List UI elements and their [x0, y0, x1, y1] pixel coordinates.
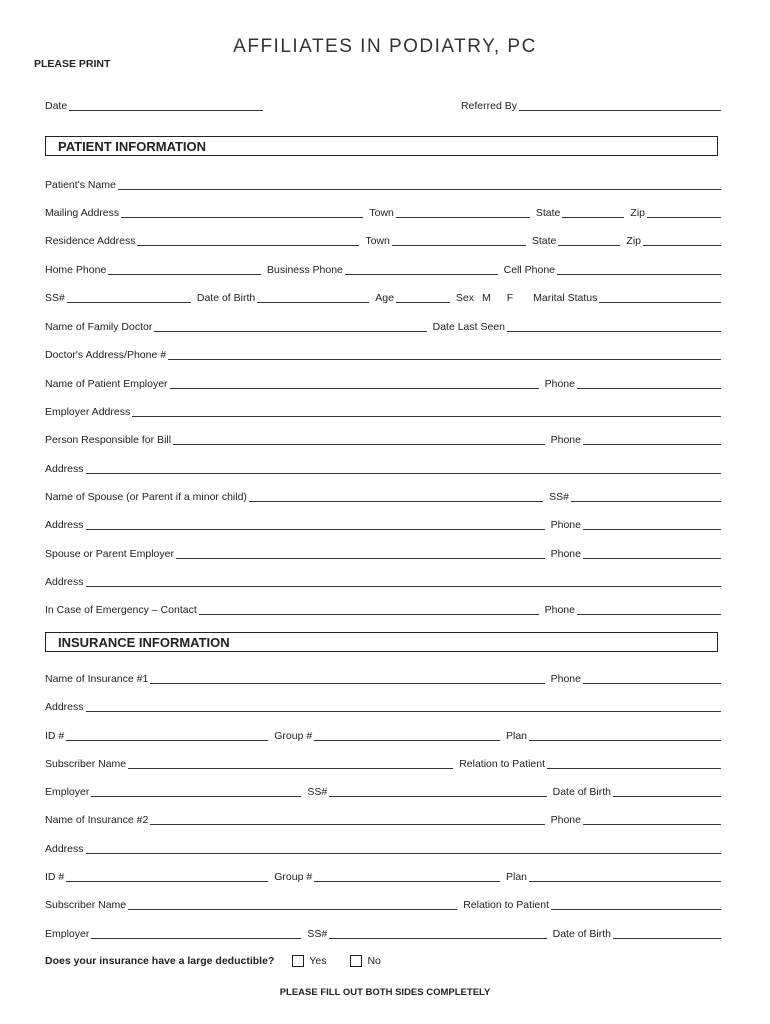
- insurance2-plan-field[interactable]: [529, 869, 721, 882]
- mailing-state-field[interactable]: [562, 205, 624, 218]
- spouse-employer-phone-field[interactable]: [583, 546, 721, 559]
- mailing-state-label: State: [535, 207, 561, 219]
- spouse-employer-field[interactable]: [176, 546, 545, 559]
- insurance1-dob-label: Date of Birth: [552, 786, 611, 798]
- insurance2-group-field[interactable]: [314, 869, 500, 882]
- deductible-yes-label: Yes: [309, 955, 327, 967]
- insurance1-name-field[interactable]: [150, 671, 544, 684]
- responsible-label: Person Responsible for Bill: [45, 434, 172, 446]
- insurance1-dob-field[interactable]: [613, 784, 721, 797]
- phones-row: [45, 261, 721, 277]
- sex-label: Sex: [455, 292, 475, 304]
- mailing-address-label: Mailing Address: [45, 207, 120, 219]
- responsible-address-row: [45, 460, 721, 476]
- family-doctor-label: Name of Family Doctor: [45, 321, 153, 333]
- insurance1-subscriber-label: Subscriber Name: [45, 758, 127, 770]
- insurance2-phone-label: Phone: [550, 814, 581, 826]
- deductible-no-checkbox[interactable]: [350, 955, 362, 967]
- insurance2-name-field[interactable]: [150, 812, 544, 825]
- patient-name-row: [45, 176, 721, 192]
- home-phone-field[interactable]: [108, 262, 261, 275]
- insurance1-address-label: Address: [45, 701, 84, 713]
- insurance2-subscriber-row: [45, 896, 721, 912]
- home-phone-label: Home Phone: [45, 264, 107, 276]
- insurance1-group-label: Group #: [274, 730, 313, 742]
- insurance2-employer-label: Employer: [45, 928, 90, 940]
- insurance2-dob-label: Date of Birth: [552, 928, 611, 940]
- spouse-phone-field[interactable]: [583, 517, 721, 530]
- business-phone-field[interactable]: [345, 262, 498, 275]
- residence-address-row: [45, 232, 721, 248]
- age-field[interactable]: [396, 290, 450, 303]
- spouse-employer-address-row: [45, 573, 721, 589]
- insurance2-address-row: [45, 840, 721, 856]
- mailing-address-row: [45, 204, 721, 220]
- responsible-phone-label: Phone: [550, 434, 581, 446]
- please-print-note: PLEASE PRINT: [34, 58, 111, 70]
- spouse-employer-phone-label: Phone: [550, 548, 581, 560]
- insurance1-name-row: [45, 670, 721, 686]
- spouse-field[interactable]: [249, 489, 543, 502]
- residence-town-field[interactable]: [392, 233, 526, 246]
- employer-address-row: [45, 403, 721, 419]
- emergency-row: [45, 601, 721, 617]
- patient-dob-field[interactable]: [257, 290, 369, 303]
- date-last-seen-field[interactable]: [507, 319, 721, 332]
- doctor-address-label: Doctor's Address/Phone #: [45, 349, 167, 361]
- insurance2-id-row: [45, 868, 721, 884]
- responsible-address-label: Address: [45, 463, 84, 475]
- insurance1-relation-label: Relation to Patient: [459, 758, 545, 770]
- spouse-employer-label: Spouse or Parent Employer: [45, 548, 174, 560]
- insurance2-group-label: Group #: [274, 871, 313, 883]
- date-referred-row: [45, 97, 721, 113]
- insurance1-subscriber-row: [45, 755, 721, 771]
- insurance1-name-label: Name of Insurance #1: [45, 673, 149, 685]
- date-label: Date: [45, 100, 68, 112]
- insurance1-address-row: [45, 698, 721, 714]
- employer-address-field[interactable]: [132, 404, 721, 417]
- patient-ss-label: SS#: [45, 292, 65, 304]
- insurance2-subscriber-field[interactable]: [128, 897, 457, 910]
- insurance1-employer-label: Employer: [45, 786, 90, 798]
- cell-phone-label: Cell Phone: [503, 264, 555, 276]
- spouse-employer-address-label: Address: [45, 576, 84, 588]
- marital-status-field[interactable]: [599, 290, 721, 303]
- spouse-address-row: [45, 516, 721, 532]
- sex-female-option[interactable]: F: [506, 292, 514, 304]
- responsible-row: [45, 431, 721, 447]
- doctor-address-field[interactable]: [168, 347, 721, 360]
- spouse-phone-label: Phone: [550, 519, 581, 531]
- mailing-zip-field[interactable]: [647, 205, 721, 218]
- footer-note: PLEASE FILL OUT BOTH SIDES COMPLETELY: [279, 987, 491, 998]
- family-doctor-field[interactable]: [154, 319, 426, 332]
- spouse-address-label: Address: [45, 519, 84, 531]
- patient-employer-phone-label: Phone: [544, 378, 575, 390]
- insurance2-relation-label: Relation to Patient: [463, 899, 549, 911]
- insurance1-address-field[interactable]: [86, 699, 721, 712]
- insurance2-relation-field[interactable]: [551, 897, 721, 910]
- insurance2-employer-field[interactable]: [91, 926, 301, 939]
- insurance2-id-field[interactable]: [66, 869, 268, 882]
- form-title: AFFILIATES IN PODIATRY, PC: [233, 36, 537, 57]
- patient-employer-phone-field[interactable]: [577, 376, 721, 389]
- residence-zip-label: Zip: [626, 235, 641, 247]
- residence-state-label: State: [531, 235, 557, 247]
- patient-name-label: Patient's Name: [45, 179, 116, 191]
- insurance2-name-row: [45, 811, 721, 827]
- insurance1-phone-field[interactable]: [583, 671, 721, 684]
- insurance1-plan-label: Plan: [505, 730, 527, 742]
- residence-state-field[interactable]: [558, 233, 620, 246]
- patient-employer-label: Name of Patient Employer: [45, 378, 168, 390]
- patient-ss-field[interactable]: [67, 290, 191, 303]
- insurance-information-heading: INSURANCE INFORMATION: [45, 632, 718, 652]
- insurance2-employer-row: [45, 925, 721, 941]
- emergency-label: In Case of Emergency – Contact: [45, 604, 197, 616]
- family-doctor-row: [45, 318, 721, 334]
- deductible-row: [45, 955, 381, 967]
- spouse-ss-label: SS#: [549, 491, 569, 503]
- insurance2-dob-field[interactable]: [613, 926, 721, 939]
- insurance2-plan-label: Plan: [505, 871, 527, 883]
- responsible-phone-field[interactable]: [583, 432, 721, 445]
- insurance1-id-field[interactable]: [66, 728, 268, 741]
- mailing-town-label: Town: [369, 207, 394, 219]
- residence-address-label: Residence Address: [45, 235, 136, 247]
- insurance2-address-label: Address: [45, 843, 84, 855]
- spouse-employer-address-field[interactable]: [86, 574, 721, 587]
- insurance1-subscriber-field[interactable]: [128, 756, 453, 769]
- patient-name-field[interactable]: [118, 177, 721, 190]
- patient-employer-row: [45, 375, 721, 391]
- deductible-yes-checkbox[interactable]: [292, 955, 304, 967]
- insurance1-ss-field[interactable]: [329, 784, 546, 797]
- business-phone-label: Business Phone: [267, 264, 343, 276]
- spouse-ss-field[interactable]: [571, 489, 721, 502]
- residence-address-field[interactable]: [137, 233, 359, 246]
- mailing-address-field[interactable]: [121, 205, 363, 218]
- emergency-phone-field[interactable]: [577, 602, 721, 615]
- residence-zip-field[interactable]: [643, 233, 721, 246]
- patient-dob-label: Date of Birth: [196, 292, 256, 304]
- sex-male-option[interactable]: M: [482, 292, 491, 304]
- spouse-address-field[interactable]: [86, 517, 545, 530]
- insurance2-address-field[interactable]: [86, 841, 721, 854]
- age-label: Age: [375, 292, 394, 304]
- insurance2-name-label: Name of Insurance #2: [45, 814, 149, 826]
- responsible-field[interactable]: [173, 432, 545, 445]
- insurance1-id-row: [45, 727, 721, 743]
- date-field[interactable]: [69, 98, 263, 111]
- deductible-no-label: No: [367, 955, 381, 967]
- patient-information-heading: PATIENT INFORMATION: [45, 136, 718, 156]
- insurance2-subscriber-label: Subscriber Name: [45, 899, 127, 911]
- spouse-row: [45, 488, 721, 504]
- mailing-zip-label: Zip: [630, 207, 645, 219]
- residence-town-label: Town: [365, 235, 390, 247]
- cell-phone-field[interactable]: [557, 262, 721, 275]
- insurance2-phone-field[interactable]: [583, 812, 721, 825]
- insurance1-phone-label: Phone: [550, 673, 581, 685]
- marital-status-label: Marital Status: [533, 292, 598, 304]
- responsible-address-field[interactable]: [86, 461, 721, 474]
- insurance1-ss-label: SS#: [307, 786, 328, 798]
- emergency-phone-label: Phone: [544, 604, 575, 616]
- doctor-address-row: [45, 346, 721, 362]
- patient-employer-field[interactable]: [170, 376, 539, 389]
- ss-dob-row: [45, 289, 721, 305]
- referred-by-field[interactable]: [519, 98, 721, 111]
- spouse-employer-row: [45, 545, 721, 561]
- insurance2-id-label: ID #: [45, 871, 65, 883]
- date-last-seen-label: Date Last Seen: [432, 321, 505, 333]
- insurance1-employer-row: [45, 783, 721, 799]
- insurance1-id-label: ID #: [45, 730, 65, 742]
- mailing-town-field[interactable]: [396, 205, 530, 218]
- insurance1-plan-field[interactable]: [529, 728, 721, 741]
- insurance2-ss-field[interactable]: [329, 926, 546, 939]
- insurance1-employer-field[interactable]: [91, 784, 301, 797]
- spouse-label: Name of Spouse (or Parent if a minor child): [45, 491, 247, 503]
- employer-address-label: Employer Address: [45, 406, 131, 418]
- referred-by-label: Referred By: [460, 100, 517, 112]
- insurance1-relation-field[interactable]: [547, 756, 721, 769]
- emergency-field[interactable]: [199, 602, 539, 615]
- insurance2-ss-label: SS#: [307, 928, 328, 940]
- deductible-question: Does your insurance have a large deductible?: [45, 955, 275, 967]
- insurance1-group-field[interactable]: [314, 728, 500, 741]
